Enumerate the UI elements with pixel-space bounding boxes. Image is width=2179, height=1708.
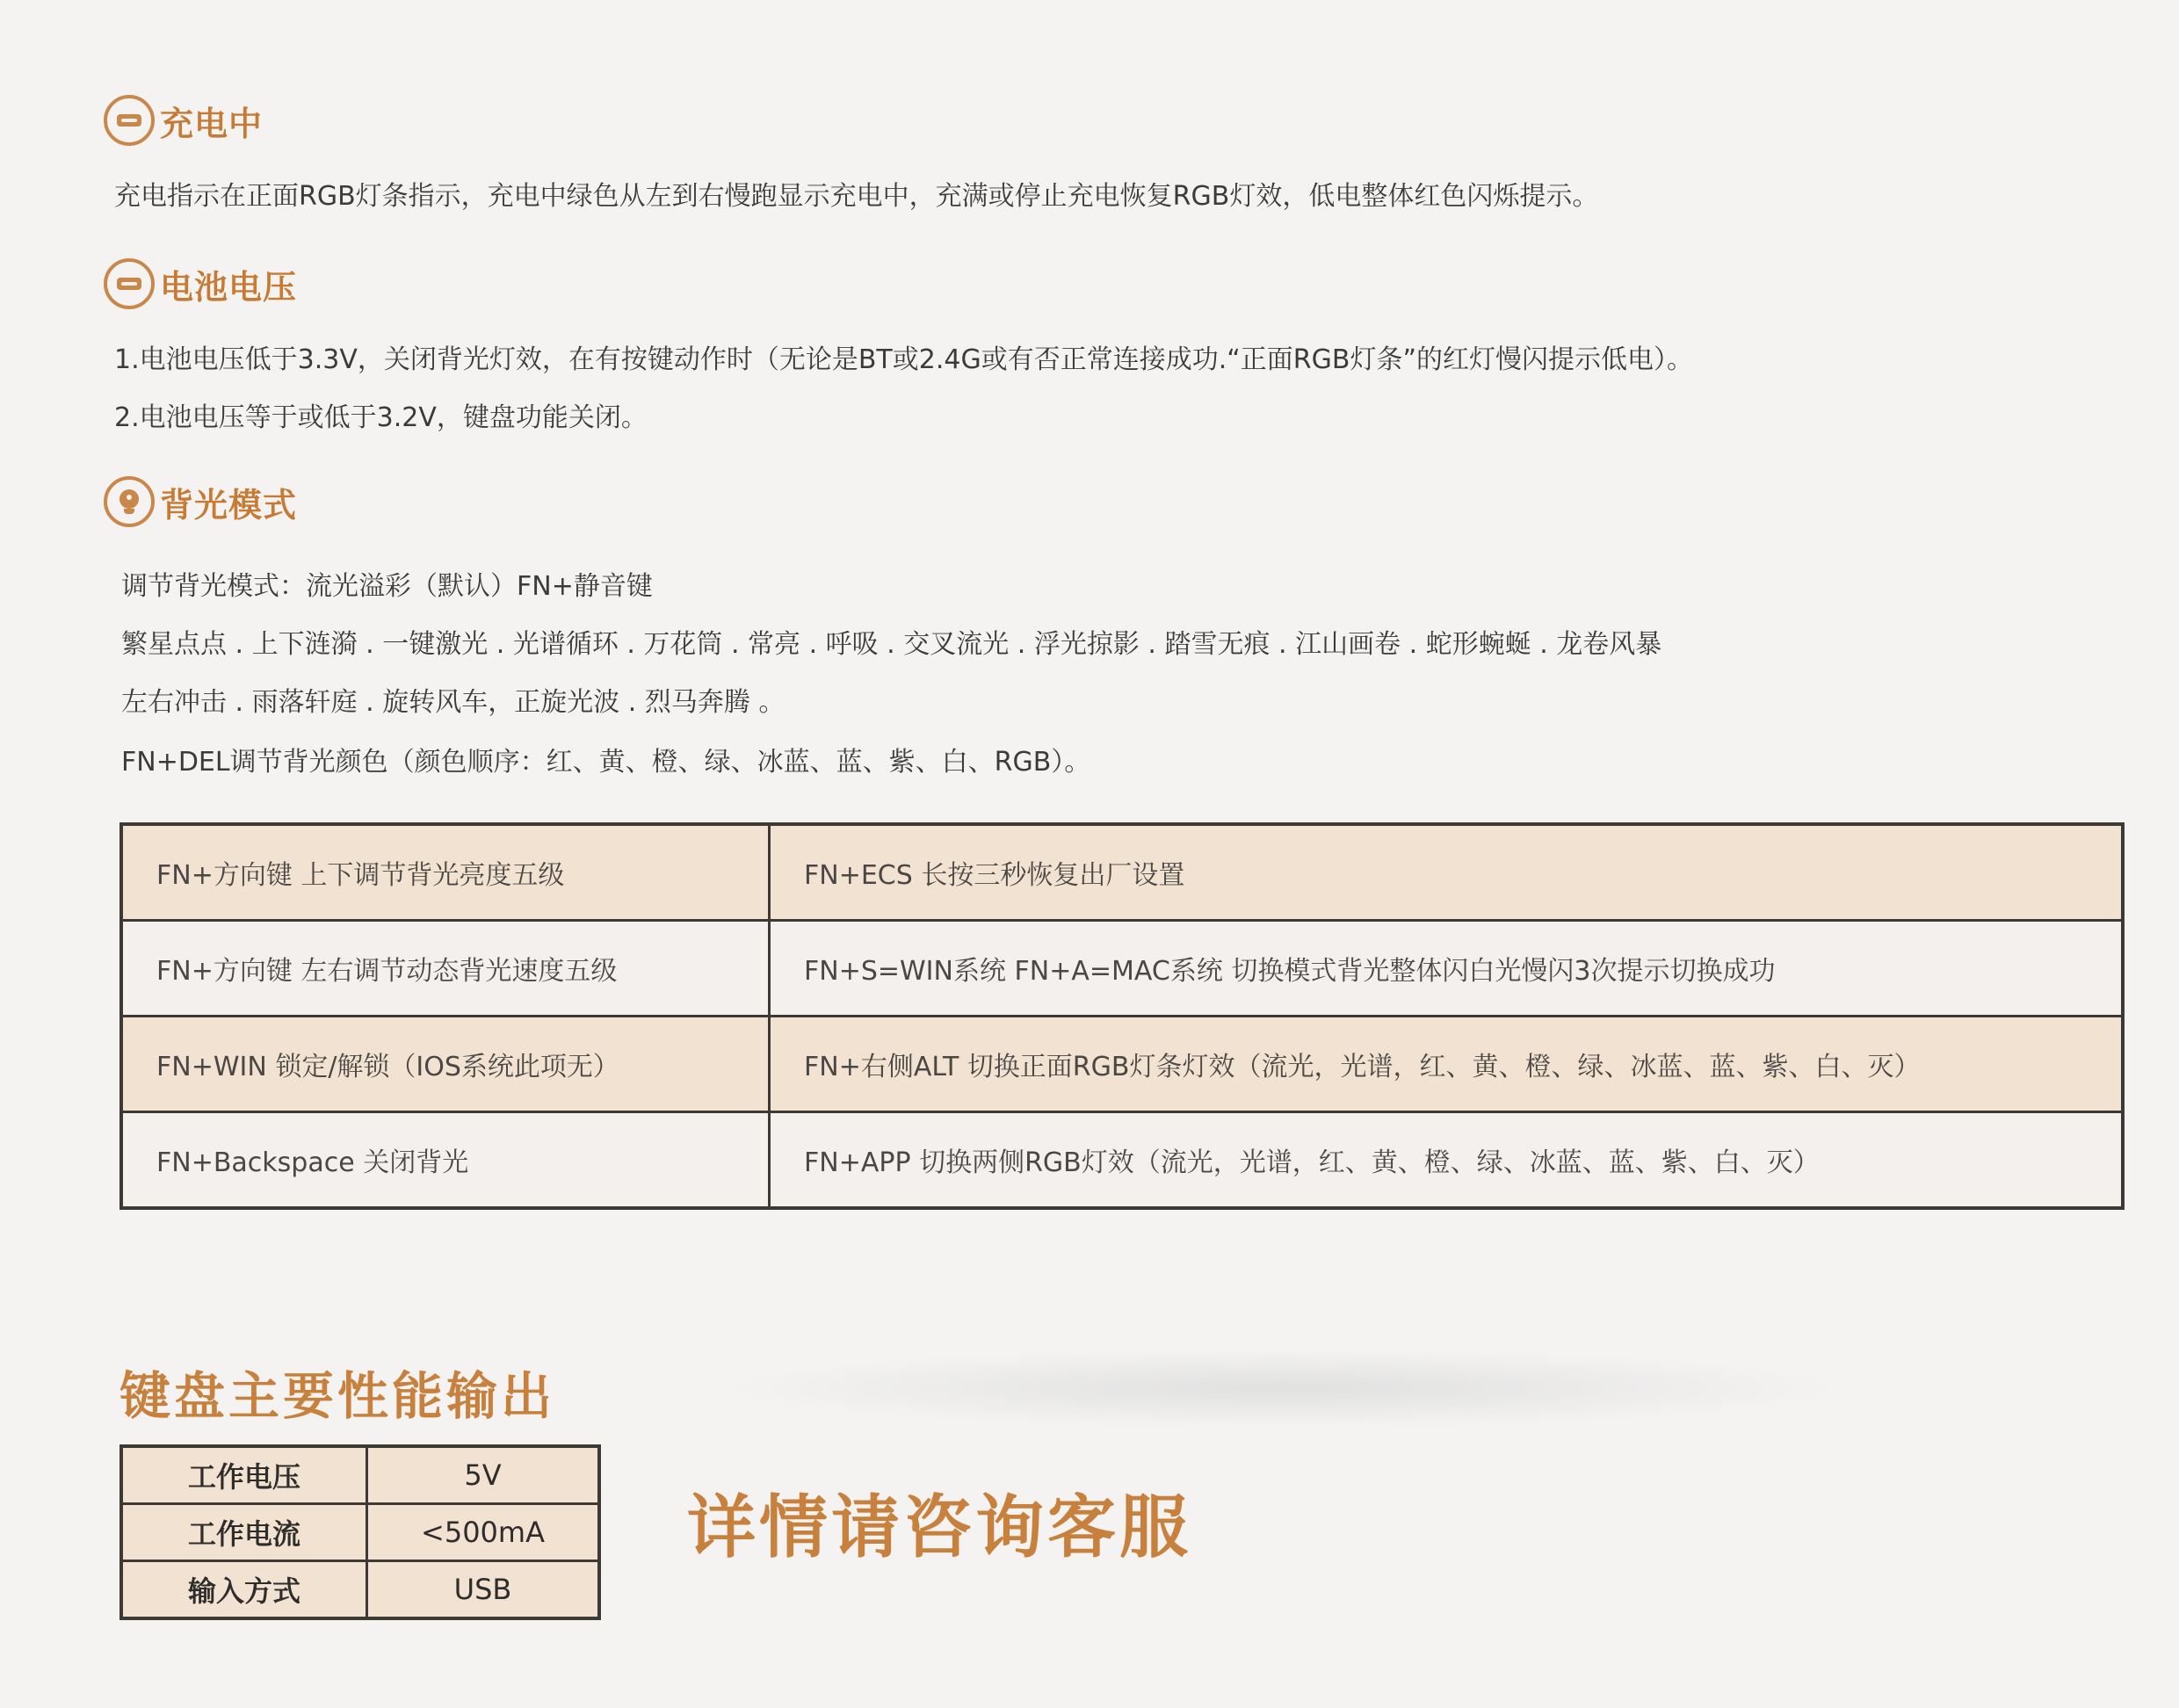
lightbulb-icon [104,476,155,527]
spec-label: 输入方式 [121,1561,367,1619]
fn-key-table [119,822,2125,1210]
table-row [121,1446,599,1504]
battery-line-2: 2.电池电压等于或低于3.2V，键盘功能关闭。 [114,402,648,433]
battery-voltage-title: 电池电压 [160,267,298,307]
table-cell: FN+ECS 长按三秒恢复出厂设置 [770,824,2124,921]
backlight-line-3: 左右冲击 . 雨落轩庭 . 旋转风车，正旋光波 . 烈马奔腾 。 [121,687,785,718]
charging-title: 充电中 [160,104,264,143]
table-row [121,1017,2123,1112]
battery-icon [104,258,155,309]
table-cell: FN+APP 切换两侧RGB灯效（流光，光谱，红、黄、橙、绿、冰蓝、蓝、紫、白、灭） [770,1112,2124,1209]
table-cell: FN+方向键 上下调节背光亮度五级 [121,824,770,921]
spec-value: USB [367,1561,600,1619]
backlight-section-header [104,476,297,527]
charging-description: 充电指示在正面RGB灯条指示，充电中绿色从左到右慢跑显示充电中，充满或停止充电恢复RGB灯效，低电整体红色闪烁提示。 [114,181,1599,212]
battery-icon [104,95,155,146]
table-cell: FN+Backspace 关闭背光 [121,1112,770,1209]
spec-value: 5V [367,1446,600,1504]
backlight-line-2: 繁星点点 . 上下涟漪 . 一键激光 . 光谱循环 . 万花筒 . 常亮 . 呼吸 . 交叉流光 . 浮光掠影 . 踏雪无痕 . 江山画卷 . 蛇形蜿蜒 . 龙卷风暴 [121,629,1662,660]
backlight-mode-title: 背光模式 [160,485,298,525]
performance-title: 键盘主要性能输出 [119,1366,556,1426]
battery-line-1: 1.电池电压低于3.3V，关闭背光灯效，在有按键动作时（无论是BT或2.4G或有否正常连接成功.“正面RGB灯条”的红灯慢闪提示低电）。 [114,344,1694,375]
background-smudge [712,1349,1854,1428]
backlight-line-1: 调节背光模式：流光溢彩（默认）FN+静音键 [121,571,653,602]
battery-section-header [104,258,297,309]
spec-value: <500mA [367,1504,600,1561]
spec-label: 工作电流 [121,1504,367,1561]
table-row [121,1504,599,1561]
contact-customer-service-text: 详情请咨询客服 [687,1488,1192,1567]
backlight-line-4: FN+DEL调节背光颜色（颜色顺序：红、黄、橙、绿、冰蓝、蓝、紫、白、RGB）。 [121,747,1091,778]
table-cell: FN+WIN 锁定/解锁（IOS系统此项无） [121,1017,770,1112]
spec-label: 工作电压 [121,1446,367,1504]
table-row [121,921,2123,1017]
charging-section-header [104,95,263,146]
table-cell: FN+右侧ALT 切换正面RGB灯条灯效（流光，光谱，红、黄、橙、绿、冰蓝、蓝、紫、白、灭） [770,1017,2124,1112]
table-cell: FN+方向键 左右调节动态背光速度五级 [121,921,770,1017]
table-cell: FN+S=WIN系统 FN+A=MAC系统 切换模式背光整体闪白光慢闪3次提示切换成功 [770,921,2124,1017]
spec-table [119,1444,601,1620]
table-row [121,1112,2123,1209]
table-row [121,1561,599,1619]
table-row [121,824,2123,921]
